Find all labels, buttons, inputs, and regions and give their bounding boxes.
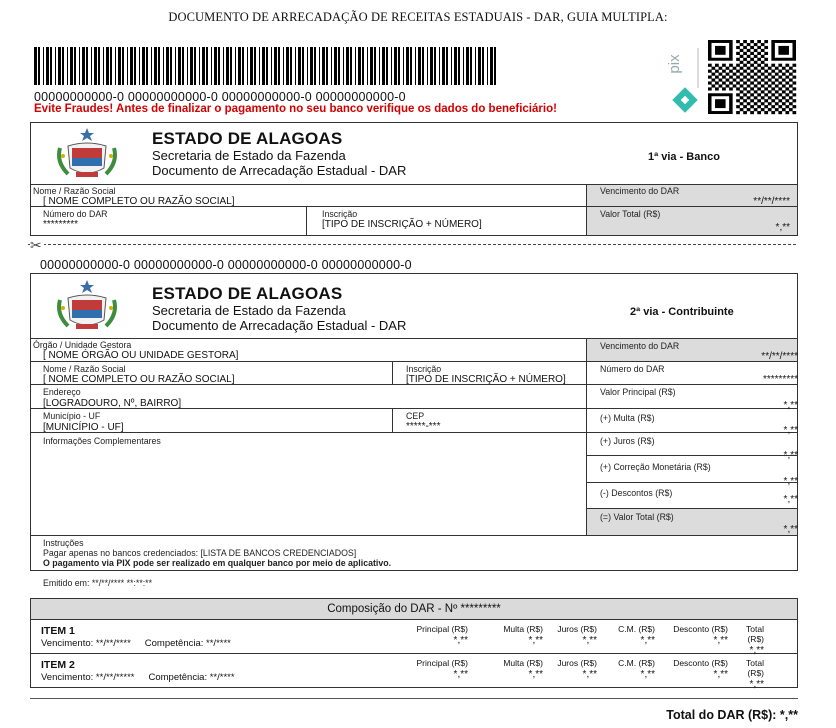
municipio-label: Município - UF bbox=[43, 411, 101, 421]
valor-total-value: *,** bbox=[775, 222, 790, 233]
cep-label: CEP bbox=[406, 411, 425, 421]
composicao-item bbox=[30, 654, 798, 688]
item-multa-label: Multa (R$) bbox=[503, 624, 543, 634]
state-emblem-icon-2 bbox=[54, 278, 120, 332]
item-total bbox=[736, 624, 764, 656]
item-multa-label: Multa (R$) bbox=[503, 658, 543, 668]
instrucoes-line1: Pagar apenas no bancos credenciados: [LISTA DE BANCOS CREDENCIADOS] bbox=[43, 548, 357, 558]
item-multa bbox=[481, 624, 543, 646]
state-emblem-icon bbox=[54, 126, 120, 180]
juros-label: (+) Juros (R$) bbox=[600, 436, 655, 446]
item-juros-value: *,** bbox=[582, 635, 597, 646]
item-principal-value: *,** bbox=[453, 635, 468, 646]
item-desconto-label: Desconto (R$) bbox=[673, 624, 728, 634]
item-principal-label: Principal (R$) bbox=[416, 658, 468, 668]
item-desconto-label: Desconto (R$) bbox=[673, 658, 728, 668]
endereco-label: Endereço bbox=[43, 387, 81, 397]
nome-label: Nome / Razão Social bbox=[33, 186, 116, 196]
valor-total-value-2: *,** bbox=[783, 524, 798, 535]
item-juros-label: Juros (R$) bbox=[557, 624, 597, 634]
item-dates bbox=[41, 638, 231, 649]
item-total-value: *,** bbox=[749, 645, 764, 656]
header-line2-1: Documento de Arrecadação Estadual - DAR bbox=[152, 163, 407, 178]
linha-digitavel-2: 00000000000-0 00000000000-0 00000000000-0 00000000000-0 bbox=[40, 258, 412, 272]
descontos-value: *,** bbox=[783, 494, 798, 505]
inscricao-label: Inscrição bbox=[322, 209, 358, 219]
vencimento-value-2: **/**/**** bbox=[761, 351, 798, 362]
info-complementares-label: Informações Complementares bbox=[43, 436, 161, 446]
item-total-label: Total (R$) bbox=[746, 624, 764, 644]
item-dates bbox=[41, 672, 235, 683]
header-title-1: ESTADO DE ALAGOAS bbox=[152, 129, 343, 148]
vencimento-value: **/**/**** bbox=[753, 196, 790, 207]
item-multa bbox=[481, 658, 543, 680]
document-title: DOCUMENTO DE ARRECADAÇÃO DE RECEITAS ESTADUAIS - DAR, GUIA MULTIPLA: bbox=[168, 10, 668, 24]
cut-line bbox=[28, 244, 796, 250]
nome-label-2: Nome / Razão Social bbox=[43, 364, 126, 374]
via1-label: 1ª via - Banco bbox=[648, 151, 720, 163]
multa-label: (+) Multa (R$) bbox=[600, 413, 655, 423]
item-desconto bbox=[656, 624, 728, 646]
item-juros-label: Juros (R$) bbox=[557, 658, 597, 668]
header-line1-1: Secretaria de Estado da Fazenda bbox=[152, 148, 346, 163]
descontos-label: (-) Descontos (R$) bbox=[600, 488, 673, 498]
orgao-label: Órgão / Unidade Gestora bbox=[33, 340, 132, 350]
item-competencia: Competência: **/**** bbox=[148, 672, 235, 683]
composicao-header: Composição do DAR - Nº ********* bbox=[30, 598, 798, 620]
item-principal bbox=[406, 658, 468, 680]
endereco-value: [LOGRADOURO, Nº, BAIRRO] bbox=[43, 398, 182, 409]
scissors-icon: ✂ bbox=[30, 237, 42, 253]
item-principal-label: Principal (R$) bbox=[416, 624, 468, 634]
multa-value: *,** bbox=[783, 425, 798, 436]
item-total bbox=[736, 658, 764, 690]
nome-value-2: [ NOME COMPLETO OU RAZÃO SOCIAL] bbox=[43, 374, 235, 385]
item-juros bbox=[549, 624, 597, 646]
item-juros-value: *,** bbox=[582, 669, 597, 680]
item-multa-value: *,** bbox=[528, 635, 543, 646]
numero-value: ********* bbox=[43, 219, 79, 230]
item-principal bbox=[406, 624, 468, 646]
nome-value: [ NOME COMPLETO OU RAZÃO SOCIAL] bbox=[43, 196, 235, 207]
juros-value: *,** bbox=[783, 450, 798, 461]
inscricao-value: [TIPO DE INSCRIÇÃO + NÚMERO] bbox=[322, 219, 482, 230]
inscricao-value-2: [TIPO DE INSCRIÇÃO + NÚMERO] bbox=[406, 374, 566, 385]
item-juros bbox=[549, 658, 597, 680]
item-total-label: Total (R$) bbox=[746, 658, 764, 678]
item-title: ITEM 1 bbox=[41, 625, 75, 637]
pix-logo-icon bbox=[668, 44, 702, 114]
instrucoes-label: Instruções bbox=[43, 538, 84, 548]
vencimento-label-2: Vencimento do DAR bbox=[600, 341, 680, 351]
item-cm-value: *,** bbox=[640, 669, 655, 680]
orgao-value: [ NOME ÓRGÃO OU UNIDADE GESTORA] bbox=[43, 350, 239, 361]
numero-label: Número do DAR bbox=[43, 209, 108, 219]
header-line1-2: Secretaria de Estado da Fazenda bbox=[152, 303, 346, 318]
item-cm bbox=[603, 624, 655, 646]
item-cm-label: C.M. (R$) bbox=[618, 658, 655, 668]
vencimento-label: Vencimento do DAR bbox=[600, 186, 680, 196]
item-principal-value: *,** bbox=[453, 669, 468, 680]
principal-value: *,** bbox=[783, 400, 798, 411]
via2-label: 2ª via - Contribuinte bbox=[630, 306, 734, 318]
valor-total-label-2: (=) Valor Total (R$) bbox=[600, 512, 674, 522]
numero-value-2: ********* bbox=[762, 374, 798, 385]
header-title-2: ESTADO DE ALAGOAS bbox=[152, 284, 343, 303]
barcode bbox=[34, 47, 500, 85]
correcao-value: *,** bbox=[783, 476, 798, 487]
header-line2-2: Documento de Arrecadação Estadual - DAR bbox=[152, 318, 407, 333]
valor-total-label: Valor Total (R$) bbox=[600, 209, 661, 219]
pix-label: pix bbox=[666, 54, 683, 74]
item-competencia: Competência: **/**** bbox=[144, 638, 231, 649]
item-title: ITEM 2 bbox=[41, 659, 75, 671]
linha-digitavel: 00000000000-0 00000000000-0 00000000000-0 00000000000-0 bbox=[34, 90, 406, 104]
item-vencimento: Vencimento: **/**/***** bbox=[41, 672, 135, 683]
item-cm-label: C.M. (R$) bbox=[618, 624, 655, 634]
principal-label: Valor Principal (R$) bbox=[600, 387, 676, 397]
item-desconto-value: *,** bbox=[713, 635, 728, 646]
footer-divider bbox=[30, 698, 798, 699]
municipio-value: [MUNICÍPIO - UF] bbox=[43, 422, 124, 433]
item-vencimento: Vencimento: **/**/**** bbox=[41, 638, 131, 649]
item-total-value: *,** bbox=[749, 679, 764, 690]
item-cm bbox=[603, 658, 655, 680]
numero-label-2: Número do DAR bbox=[600, 364, 665, 374]
total-dar: Total do DAR (R$): *,** bbox=[666, 708, 798, 722]
item-desconto bbox=[656, 658, 728, 680]
emitido-em: Emitido em: **/**/**** **:**:** bbox=[43, 578, 153, 588]
fraud-alert: Evite Fraudes! Antes de finalizar o pagamento no seu banco verifique os dados do beneficiário! bbox=[34, 103, 557, 115]
correcao-label: (+) Correção Monetária (R$) bbox=[600, 462, 711, 472]
item-desconto-value: *,** bbox=[713, 669, 728, 680]
cep-value: *****-*** bbox=[406, 421, 441, 432]
inscricao-label-2: Inscrição bbox=[406, 364, 442, 374]
composicao-item bbox=[30, 620, 798, 654]
item-multa-value: *,** bbox=[528, 669, 543, 680]
qr-code bbox=[708, 40, 796, 114]
instrucoes-line2: O pagamento via PIX pode ser realizado em qualquer banco por meio de aplicativo. bbox=[43, 558, 392, 568]
item-cm-value: *,** bbox=[640, 635, 655, 646]
